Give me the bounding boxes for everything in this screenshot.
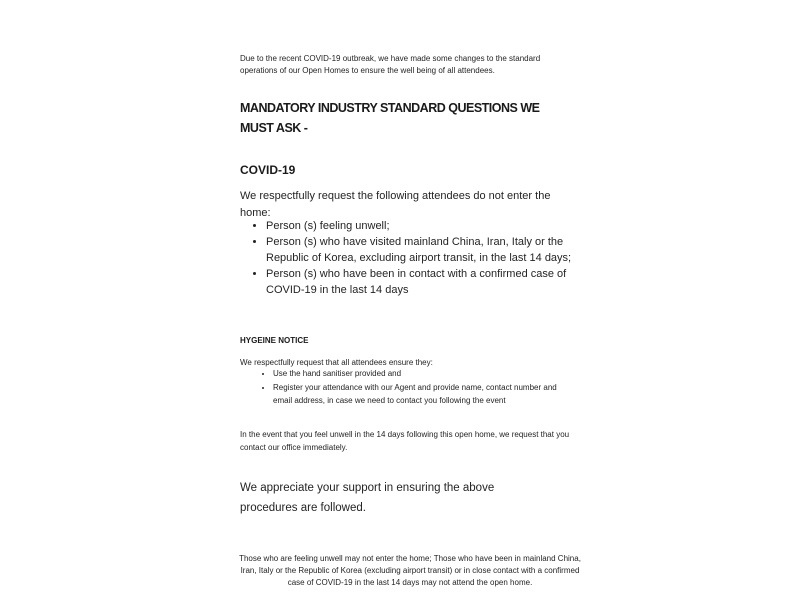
unwell-notice: In the event that you feel unwell in the 14 days following this open home, we request that you contact our office immediately.	[240, 430, 570, 452]
hygiene-section-heading: HYGEINE NOTICE	[240, 336, 309, 345]
covid-request-text: We respectfully request the following attendees do not enter the home:	[240, 190, 551, 219]
hygiene-bullet-item: • Register your attendance with our Agent and provide name, contact number and email address, in case we need to contact you following the event	[273, 381, 573, 408]
covid-bullet-item: • Person (s) feeling unwell;	[266, 218, 572, 234]
covid-bullet-item: • Person (s) who have been in contact with a confirmed case of COVID-19 in the last 14 days	[266, 266, 572, 298]
covid-bullet-list	[240, 218, 600, 298]
hygiene-request-text: We respectfully request that all attendees ensure they:	[240, 358, 433, 367]
hygiene-bullet-item: • Use the hand sanitiser provided and	[273, 367, 573, 381]
footer-summary: Those who are feeling unwell may not enter the home; Those who have been in mainland China, Iran, Italy or the Republic of Korea (excluding airport transit) or in close contact with a confirmed case of COVID-19 in the last 14 days may not attend the open home.	[239, 554, 581, 587]
covid-bullet-item: • Person (s) who have visited mainland China, Iran, Italy or the Republic of Korea, excluding airport transit, in the last 14 days;	[266, 234, 572, 266]
closing-paragraph: We appreciate your support in ensuring the above procedures are followed.	[240, 481, 495, 514]
intro-paragraph: Due to the recent COVID-19 outbreak, we have made some changes to the standard operations of our Open Homes to ensure the well being of all attendees.	[240, 54, 541, 75]
main-heading: MANDATORY INDUSTRY STANDARD QUESTIONS WE MUST ASK -	[240, 101, 540, 136]
hygiene-bullet-list	[240, 367, 606, 408]
covid-section-heading: COVID-19	[240, 162, 296, 177]
